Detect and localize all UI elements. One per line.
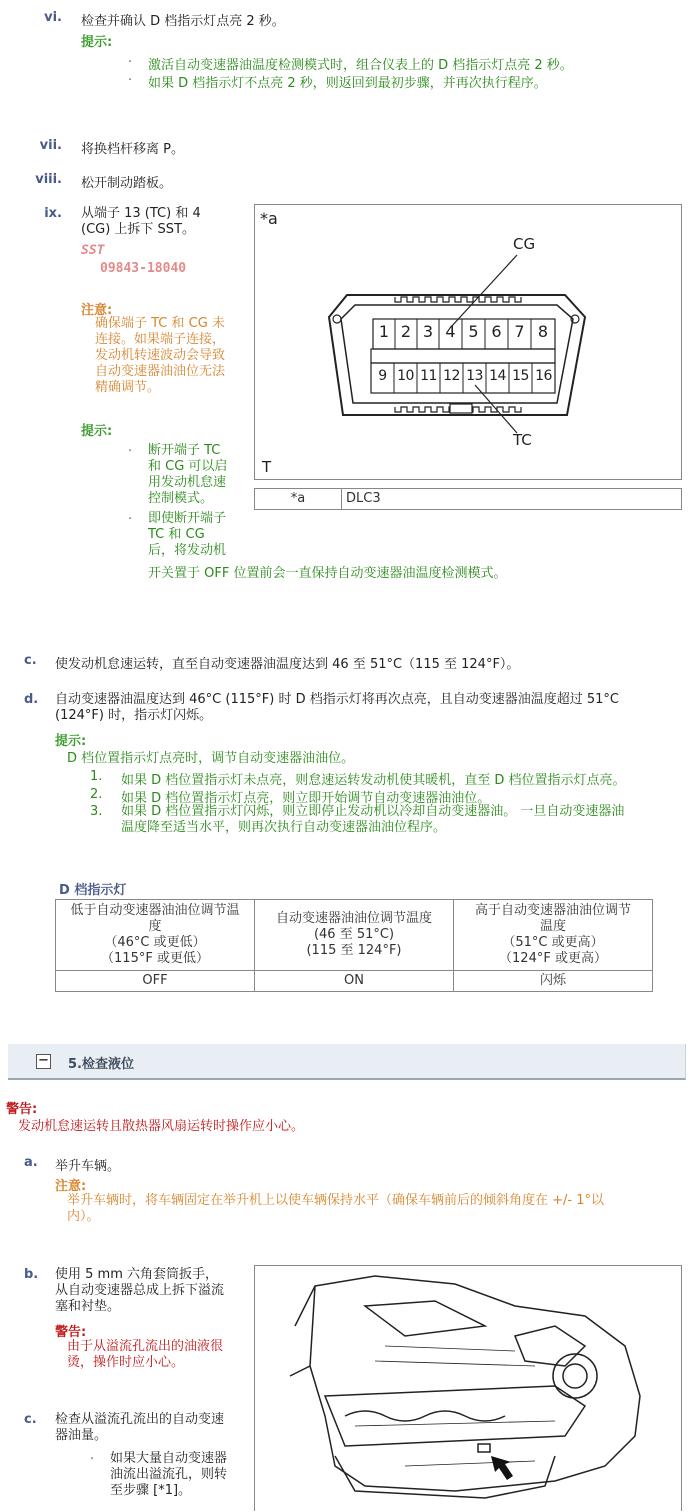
pin-label: 14: [489, 368, 506, 384]
dlc3-figure: [254, 204, 682, 480]
hint-label: 提示:: [55, 734, 87, 749]
pin-label: 4: [445, 322, 456, 341]
step-text: 自动变速器油温度达到 46°C (115°F) 时 D 档指示灯将再次点亮，且自动变速器油温度超过 51°C (124°F) 时，指示灯闪烁。: [55, 692, 619, 723]
hint-label: 提示:: [81, 35, 113, 50]
pin-label: 5: [468, 322, 479, 341]
bullet-icon: ·: [90, 1452, 95, 1467]
indicator-table: [55, 899, 653, 992]
pin-label: 16: [535, 368, 552, 384]
step-letter: a.: [24, 1155, 38, 1170]
hint-text: D 档位置指示灯点亮时，调节自动变速器油油位。: [67, 751, 355, 766]
dlc3-connector-icon: [255, 205, 681, 479]
table-header: 高于自动变速器油油位调节 温度 （51°C 或更高） （124°F 或更高）: [454, 900, 653, 971]
pin-label: 6: [491, 322, 502, 341]
pin-label: 3: [422, 322, 434, 341]
pin-label: 7: [514, 322, 525, 341]
step-text: 从端子 13 (TC) 和 4 (CG) 上拆下 SST。: [81, 206, 201, 237]
pin-label: 11: [420, 368, 437, 384]
step-letter: c.: [24, 653, 37, 668]
warning-label: 警告:: [6, 1102, 38, 1117]
step-text: 检查并确认 D 档指示灯点亮 2 秒。: [81, 14, 285, 29]
step-letter: d.: [24, 692, 39, 707]
collapse-toggle-icon[interactable]: −: [36, 1054, 51, 1069]
table-header: 自动变速器油油位调节温度 (46 至 51°C) (115 至 124°F): [255, 900, 454, 971]
dlc3-legend-table: [254, 488, 682, 510]
table-header-row: [56, 900, 653, 971]
bullet-icon: ·: [128, 444, 133, 459]
pin-label: 13: [466, 368, 483, 384]
step-number: viii.: [35, 172, 62, 187]
hint-text: 开关置于 OFF 位置前会一直保持自动变速器油温度检测模式。: [148, 566, 507, 581]
bullet-icon: ·: [128, 512, 133, 527]
list-item: 如果 D 档位置指示灯未点亮，则怠速运转发动机使其暖机，直至 D 档位置指示灯点亮。: [121, 773, 626, 788]
warning-label: 警告:: [55, 1325, 87, 1340]
section-header[interactable]: [8, 1044, 686, 1080]
pin-label: 12: [443, 368, 460, 384]
legend-value: DLC3: [342, 489, 682, 510]
bottom-pin-row: [371, 368, 555, 384]
pin-label: 10: [397, 368, 414, 384]
list-number: 1.: [90, 769, 103, 784]
list-item: 如果 D 档位置指示灯点亮，则立即开始调节自动变速器油油位。: [121, 791, 491, 806]
sst-number: 09843-18040: [100, 261, 187, 276]
transmission-icon: [255, 1266, 681, 1511]
caution-text: 举升车辆时，将车辆固定在举升机上以使车辆保持水平（确保车辆前后的倾斜角度在 +/- 1°以 内）。: [67, 1193, 604, 1224]
hint-label: 提示:: [81, 424, 113, 439]
step-letter: b.: [24, 1267, 39, 1282]
table-cell: OFF: [56, 971, 255, 992]
table-row: [56, 971, 653, 992]
step-text: 使用 5 mm 六角套筒扳手， 从自动变速器总成上拆下溢流 塞和衬垫。: [55, 1267, 225, 1314]
hint-text: 即使断开端子 TC 和 CG 后，将发动机: [148, 511, 227, 558]
step-text: 松开制动踏板。: [81, 176, 173, 191]
list-item: 如果 D 档位置指示灯闪烁，则立即停止发动机以冷却自动变速器油。 一旦自动变速器油 温度降至适当水平，则再次执行自动变速器油油位程序。: [121, 804, 625, 835]
table-cell: 闪烁: [454, 971, 653, 992]
caution-label: 注意:: [55, 1179, 87, 1194]
step-number: ix.: [44, 206, 62, 221]
bullet-icon: ·: [128, 73, 133, 88]
table-cell: ON: [255, 971, 454, 992]
hint-text: 断开端子 TC 和 CG 可以启 用发动机怠速 控制模式。: [148, 443, 228, 506]
pin-label: 8: [537, 322, 549, 341]
table-title: D 档指示灯: [59, 883, 127, 898]
step-text: 将换档杆移离 P。: [81, 142, 184, 157]
legend-key: *a: [255, 489, 342, 510]
pin-label: 9: [378, 368, 387, 384]
pin-label: 15: [512, 368, 529, 384]
figure-callout: *a: [260, 209, 278, 228]
list-number: 2.: [90, 787, 103, 802]
step-number: vi.: [44, 10, 62, 25]
list-number: 3.: [90, 804, 103, 819]
section-title: 5.检查液位: [68, 1057, 134, 1072]
step-text: 检查从溢流孔流出的自动变速 器油量。: [55, 1412, 225, 1443]
transmission-figure: [254, 1265, 682, 1511]
cg-label: CG: [513, 235, 536, 253]
caution-text: 确保端子 TC 和 CG 未 连接。如果端子连接， 发动机转速波动会导致 自动变速器油油位无法 精确调节。: [95, 316, 226, 395]
step-letter: c.: [24, 1412, 37, 1427]
hint-text: 激活自动变速器油温度检测模式时，组合仪表上的 D 档指示灯点亮 2 秒。: [148, 58, 573, 73]
pin-label: 1: [378, 322, 390, 341]
figure-corner-mark: T: [262, 458, 272, 476]
hint-text: 如果 D 档指示灯不点亮 2 秒，则返回到最初步骤，并再次执行程序。: [148, 76, 547, 91]
sst-label: SST: [81, 243, 105, 258]
warning-text: 发动机怠速运转且散热器风扇运转时操作应小心。: [18, 1119, 305, 1134]
bullet-text: 如果大量自动变速器 油流出溢流孔，则转 至步骤 [*1]。: [110, 1451, 228, 1498]
bullet-icon: ·: [128, 55, 133, 70]
table-header: 低于自动变速器油油位调节温 度 （46°C 或更低） （115°F 或更低）: [56, 900, 255, 971]
warning-text: 由于从溢流孔流出的油液很 烫，操作时应小心。: [67, 1339, 224, 1370]
tc-label: TC: [513, 431, 532, 449]
top-pin-row: [373, 322, 555, 341]
pin-label: 2: [400, 322, 412, 341]
caution-label: 注意:: [81, 303, 113, 318]
step-text: 使发动机怠速运转，直至自动变速器油温度达到 46 至 51°C（115 至 124°F）。: [55, 657, 520, 672]
step-number: vii.: [39, 138, 62, 153]
step-text: 举升车辆。: [55, 1159, 121, 1174]
